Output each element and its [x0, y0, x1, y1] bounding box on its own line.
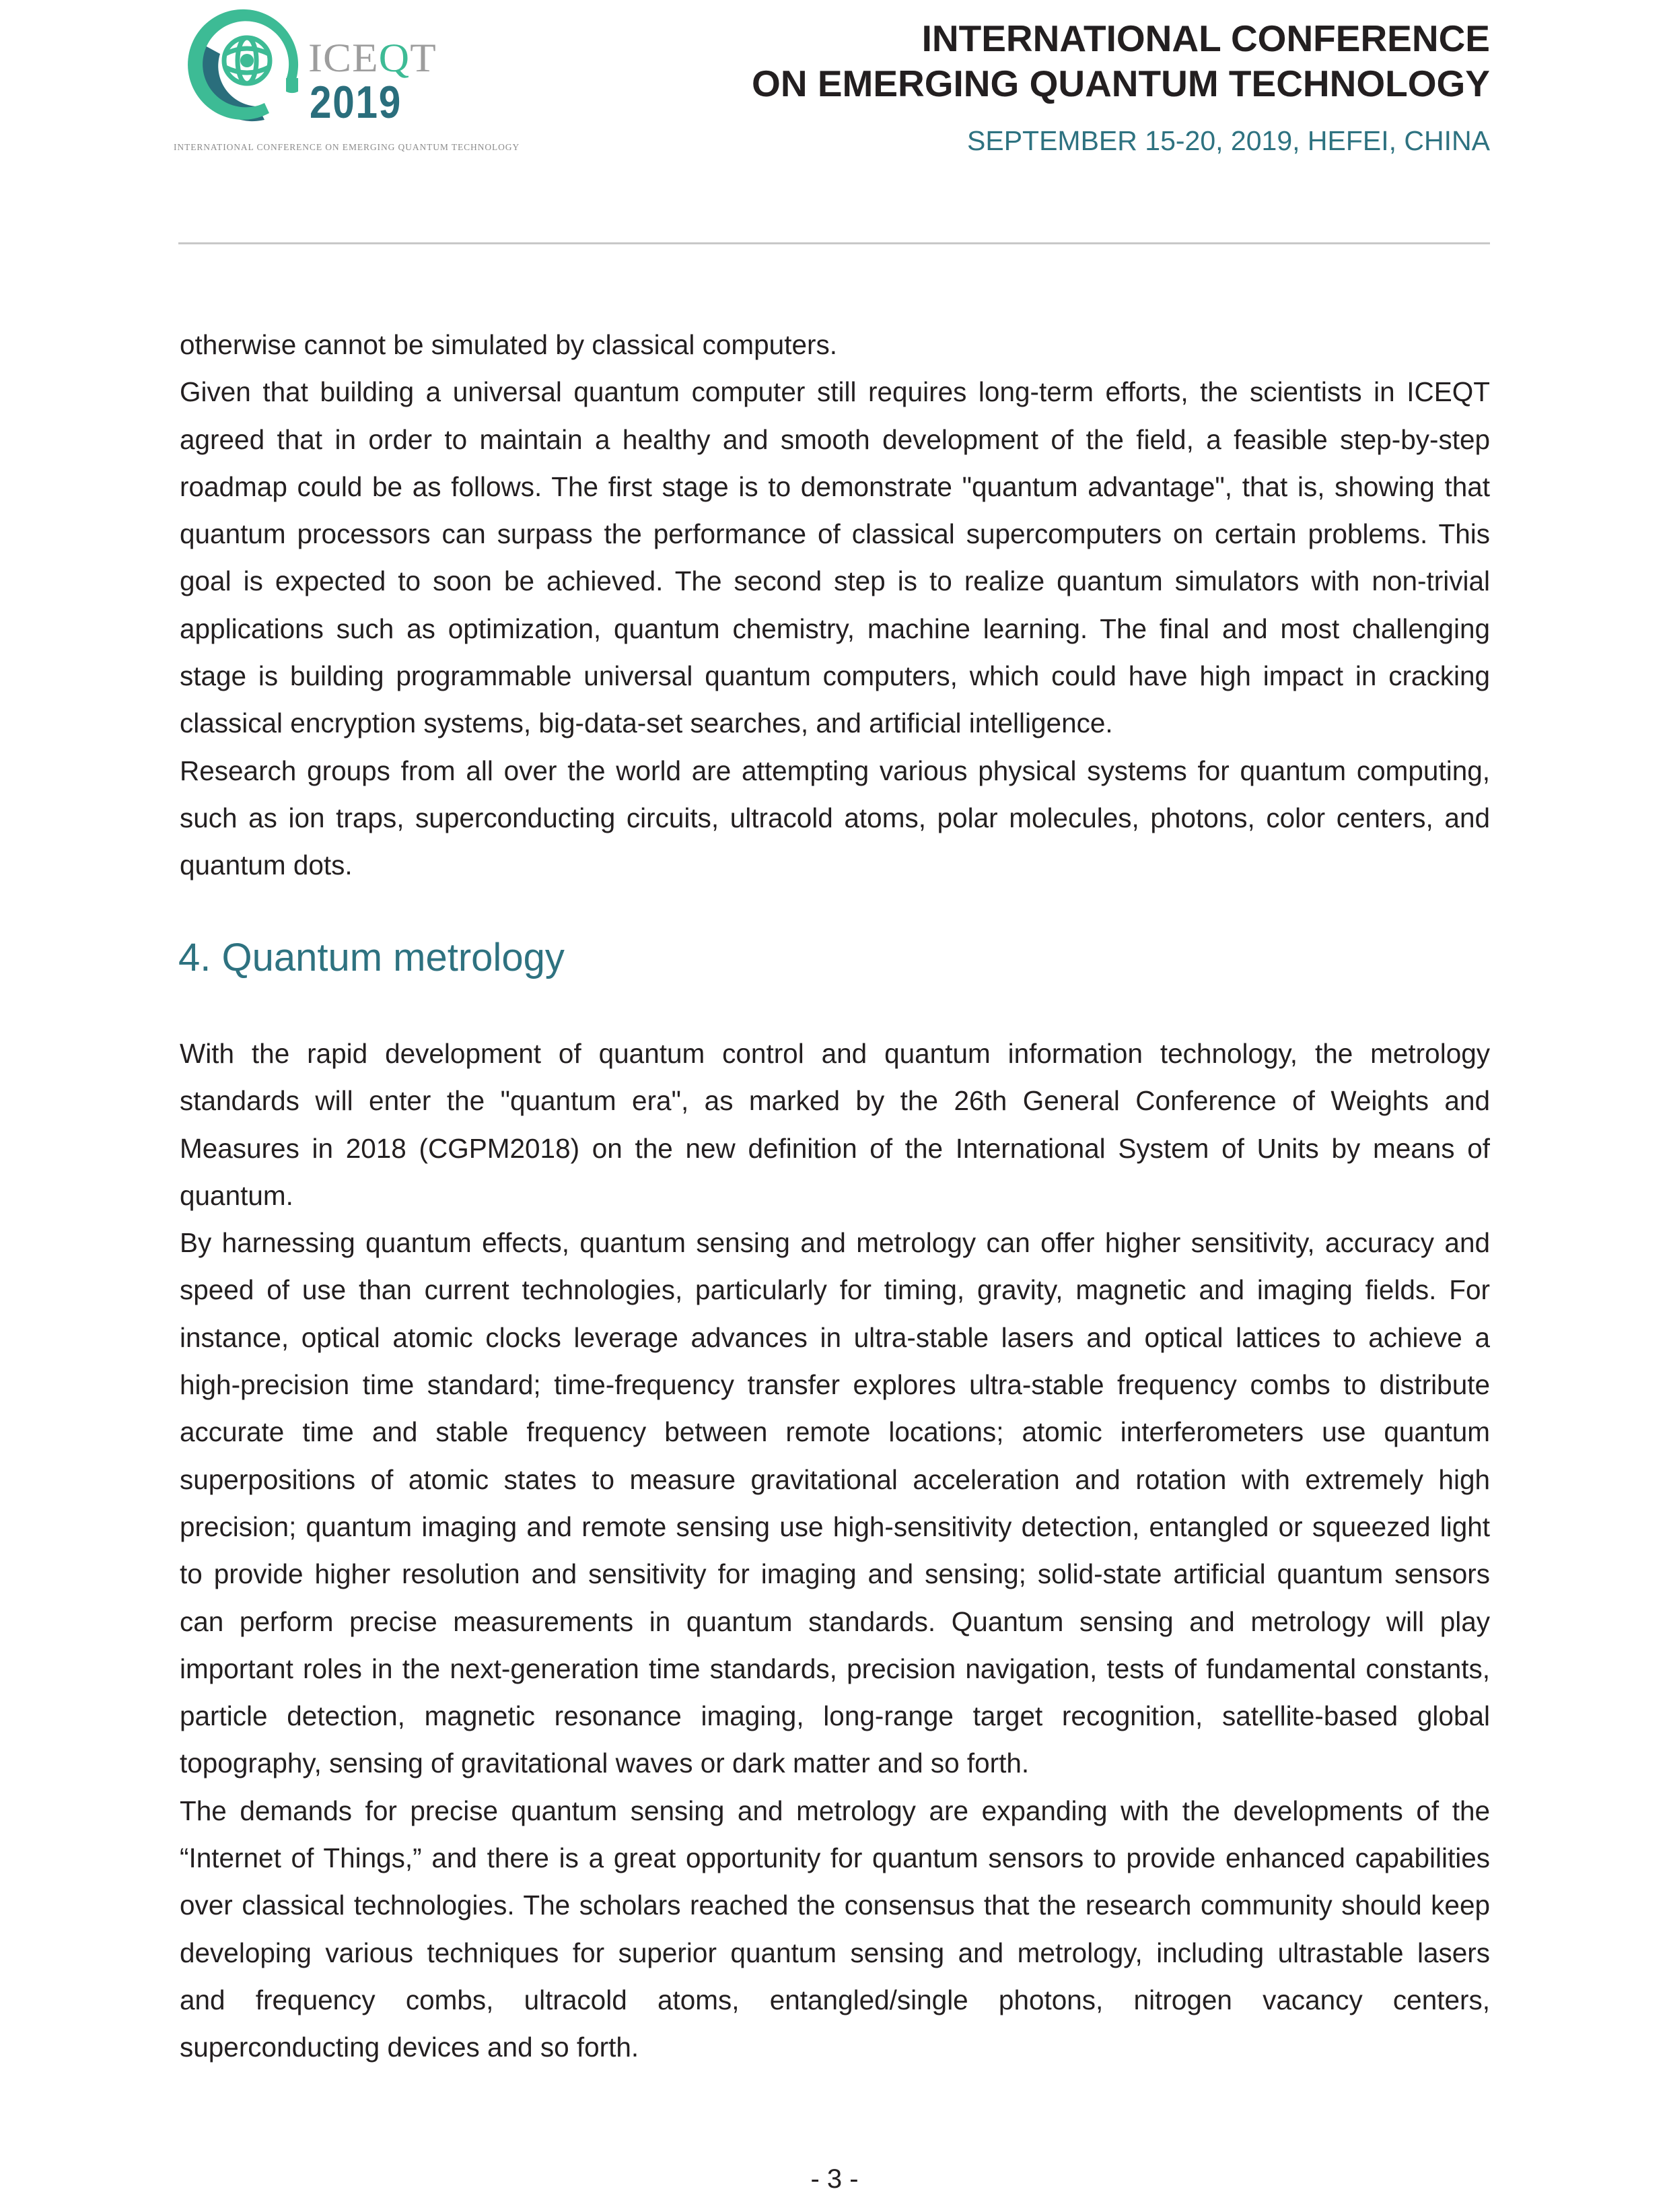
text-line: classical encryption systems, big-data-set searches, and artificial intelligence.	[180, 707, 1113, 739]
conference-date-location: SEPTEMBER 15-20, 2019, HEFEI, CHINA	[967, 125, 1490, 156]
text-line: instance, optical atomic clocks leverage advances in ultra-stable lasers and optical lattices to achieve a	[180, 1321, 1490, 1353]
conference-title-line-1: INTERNATIONAL CONFERENCE	[921, 18, 1490, 59]
body-text-block-1	[180, 321, 1490, 889]
section-heading: 4. Quantum metrology	[178, 936, 565, 979]
text-line: otherwise cannot be simulated by classical computers.	[180, 329, 837, 360]
logo-wordmark: ICEQT	[308, 36, 437, 80]
text-line: Research groups from all over the world are attempting various physical systems for quantum computing,	[180, 755, 1490, 786]
text-line: over classical technologies. The scholars reached the consensus that the research community should keep	[180, 1890, 1490, 1921]
text-line: speed of use than current technologies, particularly for timing, gravity, magnetic and imaging fields. For	[180, 1274, 1490, 1306]
iceqt-logo-icon	[185, 5, 306, 127]
text-line: developing various techniques for superior quantum sensing and metrology, including ultrastable lasers	[180, 1937, 1490, 1968]
text-line: quantum processors can surpass the performance of classical supercomputers on certain problems. This	[180, 518, 1490, 550]
text-line: Given that building a universal quantum computer still requires long-term efforts, the scientists in ICEQT	[180, 376, 1490, 408]
text-line: important roles in the next-generation time standards, precision navigation, tests of fundamental constants,	[180, 1653, 1490, 1684]
text-line: can perform precise measurements in quantum standards. Quantum sensing and metrology will play	[180, 1605, 1490, 1637]
text-line: With the rapid development of quantum control and quantum information technology, the metrology	[180, 1038, 1490, 1069]
text-line: topography, sensing of gravitational waves or dark matter and so forth.	[180, 1748, 1030, 1779]
conference-title-line-2: ON EMERGING QUANTUM TECHNOLOGY	[752, 63, 1490, 104]
text-line: quantum dots.	[180, 850, 353, 881]
text-line: particle detection, magnetic resonance imaging, long-range target recognition, satellite-based global	[180, 1700, 1490, 1732]
text-line: high-precision time standard; time-frequency transfer explores ultra-stable frequency combs to distribute	[180, 1369, 1490, 1401]
page-number: - 3 -	[810, 2164, 859, 2194]
text-line: “Internet of Things,” and there is a great opportunity for quantum sensors to provide enhanced capabilities	[180, 1842, 1490, 1874]
text-line: standards will enter the "quantum era", as marked by the 26th General Conference of Weights and	[180, 1085, 1490, 1117]
text-line: to provide higher resolution and sensitivity for imaging and sensing; solid-state artificial quantum sensors	[180, 1558, 1490, 1590]
text-line: superpositions of atomic states to measure gravitational acceleration and rotation with extremely high	[180, 1463, 1490, 1495]
conference-header	[752, 16, 1490, 157]
text-line: applications such as optimization, quantum chemistry, machine learning. The final and most challenging	[180, 613, 1490, 644]
text-line: Measures in 2018 (CGPM2018) on the new definition of the International System of Units by means of	[180, 1132, 1490, 1164]
header-divider	[178, 242, 1490, 244]
text-line: roadmap could be as follows. The first stage is to demonstrate "quantum advantage", that is, showing that	[180, 471, 1490, 502]
text-line: The demands for precise quantum sensing and metrology are expanding with the developments of the	[180, 1795, 1490, 1826]
text-line: goal is expected to soon be achieved. The second step is to realize quantum simulators with non-trivial	[180, 565, 1490, 597]
text-line: such as ion traps, superconducting circuits, ultracold atoms, polar molecules, photons, color centers, and	[180, 802, 1490, 833]
text-line: quantum.	[180, 1179, 293, 1211]
logo-year: 2019	[310, 77, 402, 128]
text-line: accurate time and stable frequency between remote locations; atomic interferometers use quantum	[180, 1416, 1490, 1448]
body-text-block-2	[180, 1030, 1490, 2071]
text-line: precision; quantum imaging and remote sensing use high-sensitivity detection, entangled or squeezed light	[180, 1511, 1490, 1542]
logo-tagline: INTERNATIONAL CONFERENCE ON EMERGING QUANTUM TECHNOLOGY	[174, 142, 520, 152]
text-line: agreed that in order to maintain a healthy and smooth development of the field, a feasible step-by-step	[180, 423, 1490, 455]
text-line: stage is building programmable universal quantum computers, which could have high impact in cracking	[180, 660, 1490, 692]
text-line: superconducting devices and so forth.	[180, 2032, 639, 2063]
text-line: By harnessing quantum effects, quantum sensing and metrology can offer higher sensitivity, accuracy and	[180, 1227, 1490, 1259]
text-line: and frequency combs, ultracold atoms, entangled/single photons, nitrogen vacancy centers,	[180, 1984, 1490, 2015]
